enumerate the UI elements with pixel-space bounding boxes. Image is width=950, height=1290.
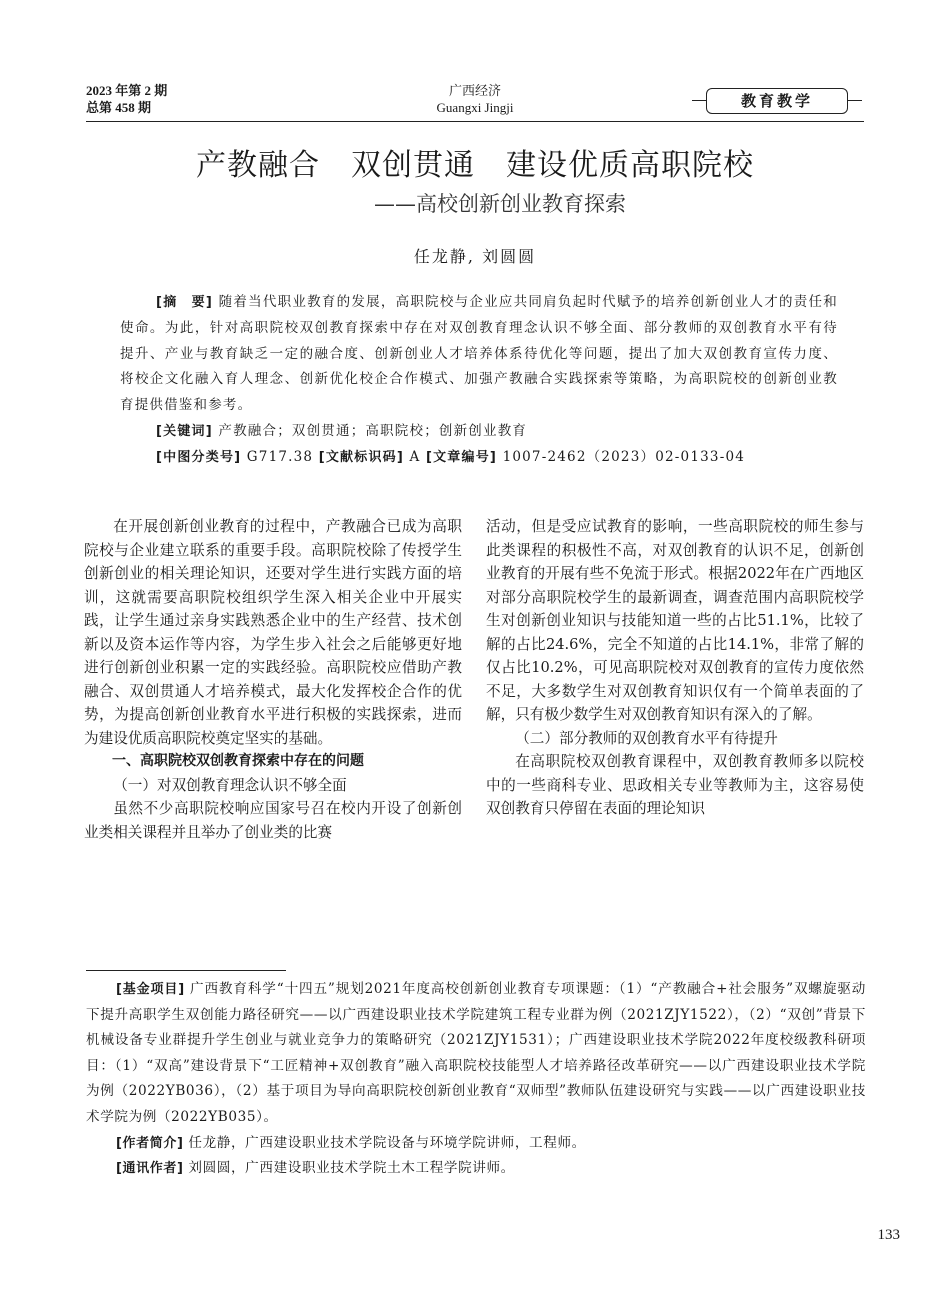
body-paragraph: 虽然不少高职院校响应国家号召在校内开设了创新创业类相关课程并且举办了创业类的比赛 (84, 800, 462, 841)
abstract-text: 随着当代职业教育的发展，高职院校与企业应共同肩负起时代赋予的培养创新创业人才的责任和使命。为此，针对高职院校双创教育探索中存在对双创教育理念认识不够全面、部分教师的双创教育水平有待提升、产业与教育缺乏一定的融合度、创新创业人才培养体系待优化等问题，提出了加大双创教育宣传力度、将校企文化融入育人理念、创新优化校企合作模式、加强产教融合实践探索等策略，为高职院校的创新创业教育提供借鉴和参考。 (120, 294, 838, 414)
journal-name (380, 82, 570, 116)
section-heading: 一、高职院校双创教育探索中存在的问题 (112, 753, 364, 769)
author-label: [作者简介] (116, 1135, 184, 1151)
badge-right-rule (848, 100, 862, 101)
clc-label: [中图分类号] (156, 449, 242, 465)
article-authors: 任龙静, 刘圆圆 (413, 247, 537, 266)
corresponding-text: 刘圆圆，广西建设职业技术学院土木工程学院讲师。 (188, 1160, 515, 1177)
fund-note (86, 977, 866, 1131)
journal-name-cn: 广西经济 (448, 83, 501, 98)
corresponding-note (86, 1156, 866, 1182)
subsection-heading: （一）对双创教育理念认识不够全面 (113, 776, 347, 794)
keywords-text: 产教融合；双创贯通；高职院校；创新创业教育 (218, 422, 528, 439)
author-note (86, 1131, 866, 1157)
page-number: 133 (877, 1227, 900, 1243)
article-subtitle: ——高校创新创业教育探索 (374, 192, 626, 216)
footnote-rule (86, 970, 286, 971)
footnotes-block (86, 977, 866, 1182)
fund-label: [基金项目] (116, 982, 185, 997)
badge-left-rule (692, 100, 706, 101)
section-badge (692, 86, 862, 116)
abstract-paragraph (120, 290, 838, 419)
body-paragraph: 活动，但是受应试教育的影响，一些高职院校的师生参与此类课程的积极性不高，对双创教育的认识不足，创新创业教育的开展有些不免流于形式。根据2022年在广西地区对部分高职院校学生的最新调查，调查范围内高职院校学生对创新创业知识与技能知道一些的占比51.1%，比较了解的占比24.6%，完全不知道的占比14.1%，非常了解的仅占比10.2%，可见高职院校对双创教育的宣传力度依然不足，大多数学生对双创教育知识仅有一个简单表面的了解，只有极少数学生对双创教育知识有深入的了解。 (486, 518, 864, 723)
article-no-value: 1007-2462（2023）02-0133-04 (502, 448, 746, 465)
issue-line-1: 2023 年第 2 期 (86, 83, 168, 98)
body-left-column (84, 515, 462, 844)
classification-line (120, 445, 838, 471)
body-right-column (486, 515, 864, 821)
keywords-line (120, 419, 838, 445)
doc-code-value: A (409, 448, 421, 465)
article-no-label: [文章编号] (425, 449, 498, 465)
subsection-heading: （二）部分教师的双创教育水平有待提升 (515, 729, 778, 747)
body-paragraph: 在开展创新创业教育的过程中，产教融合已成为高职院校与企业建立联系的重要手段。高职院校除了传授学生创新创业的相关理论知识，还要对学生进行实践方面的培训，这就需要高职院校组织学生深入相关企业中开展实践，让学生通过亲身实践熟悉企业中的生产经营、技术创新以及资本运作等内容，为学生步入社会之后能够更好地进行创新创业积累一定的实践经验。高职院校应借助产教融合、双创贯通人才培养模式，最大化发挥校企合作的优势，为提高创新创业教育水平进行积极的实践探索，进而为建设优质高职院校奠定坚实的基础。 (84, 518, 462, 747)
abstract-label: [摘 要] (156, 295, 214, 310)
doc-code-label: [文献标识码] (318, 449, 405, 465)
journal-name-pinyin: Guangxi Jingji (436, 100, 514, 115)
body-paragraph: 在高职院校双创教育课程中，双创教育教师多以院校中的一些商科专业、思政相关专业等教师为主，这容易使双创教育只停留在表面的理论知识 (486, 753, 864, 817)
corresponding-label: [通讯作者] (116, 1161, 184, 1177)
section-label: 教育教学 (706, 88, 848, 114)
article-title: 产教融合 双创贯通 建设优质高职院校 (196, 148, 754, 183)
keywords-label: [关键词] (156, 423, 213, 439)
header-rule (86, 121, 864, 122)
fund-text: 广西教育科学“十四五”规划2021年度高校创新创业教育专项课题：（1）“产教融合+社会服务”双螺旋驱动下提升高职学生双创能力路径研究——以广西建设职业技术学院建筑工程专业群为例（2021ZJY1522），（2）“双创”背景下机械设备专业群提升学生创业与就业竞争力的策略研究（2021ZJY1531）；广西建设职业技术学院2022年度校级教科研项目：（1）“双高”建设背景下“工匠精神+双创教育”融入高职院校技能型人才培养路径改革研究——以广西建设职业技术学院为例（2022YB036），（2）基于项目为导向高职院校创新创业教育“双师型”教师队伍建设研究与实践——以广西建设职业技术学院为例（2022YB035）。 (86, 981, 867, 1125)
clc-value: G717.38 (246, 448, 314, 465)
abstract-block (120, 290, 838, 471)
author-text: 任龙静，广西建设职业技术学院设备与环境学院讲师，工程师。 (188, 1134, 586, 1151)
issue-info (86, 82, 167, 116)
issue-line-2: 总第 458 期 (86, 100, 152, 115)
